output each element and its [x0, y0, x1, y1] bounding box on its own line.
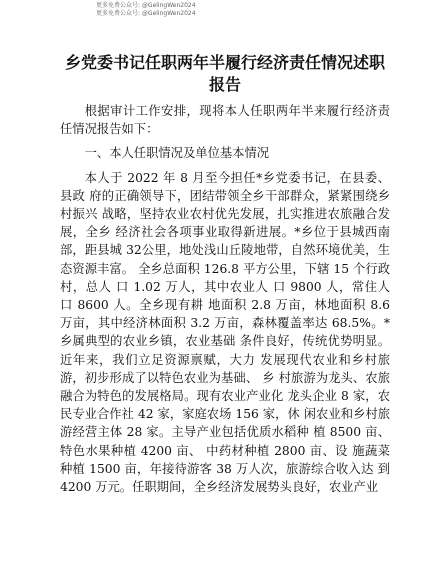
watermark-line: 更多免费公众号: @GelingWen2024 [96, 10, 196, 17]
body-paragraph: 本人于 2022 年 8 月至今担任*乡党委书记，在县委、县政 府的正确领导下，团结带领全乡干部群众，紧紧围绕乡村振兴 战略，坚持农业农村优先发展，扎实推进农旅融合发展，全乡 经济社会各项事业取得新进展。*乡位于县城西南部，距县城 32公里，地处浅山丘陵地带，自然环境优美，生态资源丰富。 全乡总面积 126.8 平方公里，下辖 15 个行政村，总人 口 1.02 万人，其中农业人 口 9800 人，常住人 口 8600 人。全乡现有耕 地面积 2.8 万亩，林地面积 8.6 万亩，其中经济林面积 3.2 万亩，森林覆盖率达 68.5%。*乡属典型的农业乡镇，农业基础 条件良好，传统优势明显。近年来，我们立足资源禀赋，大力 发展现代农业和乡村旅游，初步形成了以特色农业为基础、 乡 村旅游为龙头、农旅融合为特色的发展格局。现有农业产业化 龙头企业 8 家，农民专业合作社 42 家，家庭农场 156 家，休 闲农业和乡村旅游经营主体 28 家。主导产业包括优质水稻种 植 8500 亩、特色水果种植 4200 亩、 中药材种植 2800 亩、设 施蔬菜种植 1500 亩，年接待游客 38 万人次，旅游综合收入达 到 4200 万元。任职期间，全乡经济发展势头良好，农业产业 [60, 170, 390, 495]
watermark [96, 2, 296, 18]
document-title: 乡党委书记任职两年半履行经济责任情况述职报告 [64, 53, 385, 94]
intro-paragraph: 根据审计工作安排，现将本人任职两年半来履行经济责任情况报告如下： [60, 104, 390, 137]
section-heading: 一、本人任职情况及单位基本情况 [84, 146, 270, 161]
document-body [60, 102, 390, 496]
watermark-line: 更多免费公众号: @GelingWen2024 [96, 2, 196, 9]
